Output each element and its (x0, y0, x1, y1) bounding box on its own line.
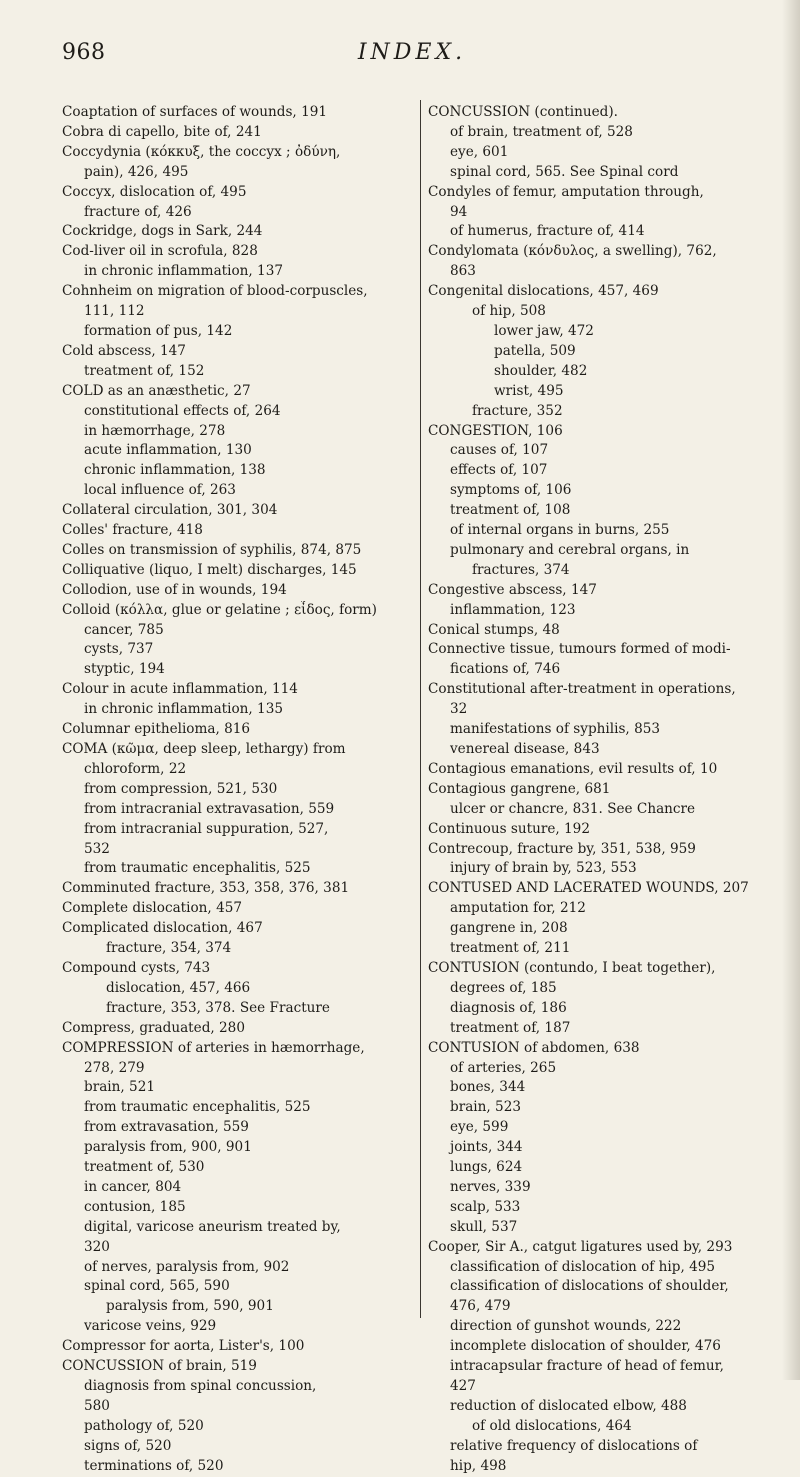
index-subentry: from compression, 521, 530 (84, 780, 278, 797)
index-subentry: from intracranial extravasation, 559 (84, 800, 335, 817)
index-subentry: injury of brain by, 523, 553 (450, 860, 637, 877)
index-subentry: of brain, treatment of, 528 (450, 123, 633, 140)
index-subentry: cancer, 785 (84, 621, 164, 638)
index-subentry: from intracranial suppuration, 527, (84, 820, 329, 837)
index-subentry: 320 (84, 1238, 110, 1255)
index-subentry: fracture, 353, 378. See Fracture (106, 999, 330, 1016)
index-entry: Coccyx, dislocation of, 495 (62, 183, 247, 200)
index-subentry: spinal cord, 565. See Spinal cord (450, 163, 679, 180)
index-entry: Collodion, use of in wounds, 194 (62, 581, 287, 598)
page-edge-shadow (782, 0, 800, 1380)
index-subentry: from traumatic encephalitis, 525 (84, 860, 311, 877)
index-subentry: of old dislocations, 464 (472, 1417, 632, 1434)
index-subentry: venereal disease, 843 (450, 741, 600, 757)
index-entry: CONGESTION, 106 (428, 422, 563, 439)
index-subentry: 476, 479 (450, 1298, 511, 1315)
index-subentry: eye, 599 (450, 1119, 509, 1136)
index-entry: CONTUSION of abdomen, 638 (428, 1039, 640, 1056)
index-subentry: inflammation, 123 (450, 601, 576, 618)
index-subentry: intracapsular fracture of head of femur, (450, 1358, 724, 1375)
index-entry: Colour in acute inflammation, 114 (62, 681, 298, 698)
index-subentry: of humerus, fracture of, 414 (450, 223, 645, 240)
index-subentry: fractures, 374 (472, 561, 570, 578)
index-subentry: diagnosis of, 186 (450, 999, 567, 1016)
index-entry: Compress, graduated, 280 (62, 1019, 245, 1036)
index-subentry: relative frequency of dislocations of (450, 1437, 698, 1454)
index-subentry: classification of dislocation of hip, 495 (450, 1258, 716, 1275)
index-subentry: varicose veins, 929 (84, 1318, 217, 1335)
index-entry: Contagious emanations, evil results of, 10 (428, 760, 718, 777)
index-subentry: degrees of, 185 (450, 979, 557, 996)
index-entry: Continuous suture, 192 (428, 820, 590, 837)
index-subentry: hip, 498 (450, 1457, 507, 1474)
index-subentry: 111, 112 (84, 303, 145, 320)
index-subentry: digital, varicose aneurism treated by, (84, 1218, 341, 1235)
index-subentry: lower jaw, 472 (494, 322, 594, 339)
column-divider (420, 100, 421, 1318)
index-subentry: fracture, 354, 374 (106, 940, 232, 957)
index-entry: Conical stumps, 48 (428, 621, 560, 638)
index-subentry: 94 (450, 203, 468, 220)
index-subentry: joints, 344 (450, 1139, 523, 1156)
index-entry: Contagious gangrene, 681 (428, 780, 611, 797)
index-subentry: 427 (450, 1378, 476, 1394)
index-entry: Compound cysts, 743 (62, 959, 211, 976)
index-subentry: paralysis from, 590, 901 (106, 1298, 274, 1315)
index-subentry: styptic, 194 (84, 661, 165, 678)
index-subentry: pathology of, 520 (84, 1417, 204, 1434)
index-entry: Constitutional after-treatment in operations, (428, 681, 736, 698)
index-entry: Coaptation of surfaces of wounds, 191 (62, 104, 328, 120)
index-subentry: of arteries, 265 (450, 1059, 557, 1076)
index-subentry: terminations of, 520 (84, 1457, 224, 1474)
index-subentry: chronic inflammation, 138 (84, 462, 266, 479)
index-entry: Collateral circulation, 301, 304 (62, 502, 278, 519)
index-subentry: symptoms of, 106 (450, 482, 572, 499)
index-subentry: effects of, 107 (450, 462, 548, 479)
index-subentry: fracture, 352 (472, 402, 563, 419)
index-subentry: pulmonary and cerebral organs, in (450, 541, 690, 558)
index-subentry: in hæmorrhage, 278 (84, 422, 226, 439)
index-entry: Contrecoup, fracture by, 351, 538, 959 (428, 840, 696, 857)
index-subentry: chloroform, 22 (84, 760, 187, 777)
index-subentry: treatment of, 152 (84, 362, 205, 379)
index-entry: Congenital dislocations, 457, 469 (428, 283, 659, 300)
index-subentry: 532 (84, 840, 110, 857)
index-subentry: signs of, 520 (84, 1437, 172, 1454)
index-entry: CONTUSED AND LACERATED WOUNDS, 207 (428, 880, 749, 897)
index-subentry: shoulder, 482 (494, 362, 588, 379)
index-subentry: 32 (450, 701, 468, 718)
index-subentry: contusion, 185 (84, 1198, 186, 1215)
index-entry: Compressor for aorta, Lister's, 100 (62, 1338, 305, 1355)
index-subentry: paralysis from, 900, 901 (84, 1139, 252, 1156)
index-subentry: nerves, 339 (450, 1178, 531, 1195)
index-subentry: direction of gunshot wounds, 222 (450, 1318, 682, 1335)
index-entry: Coccydynia (κόκκυξ, the coccyx ; ὀδύνη, (62, 143, 341, 160)
index-entry: Cockridge, dogs in Sark, 244 (62, 223, 263, 240)
index-subentry: gangrene in, 208 (450, 920, 568, 937)
index-subentry: patella, 509 (494, 342, 576, 359)
index-subentry: treatment of, 530 (84, 1159, 205, 1176)
index-subentry: dislocation, 457, 466 (106, 979, 251, 996)
index-subentry: acute inflammation, 130 (84, 442, 252, 459)
index-subentry: of nerves, paralysis from, 902 (84, 1258, 290, 1275)
index-subentry: 580 (84, 1397, 110, 1414)
index-entry: Cooper, Sir A., catgut ligatures used by, 293 (428, 1238, 733, 1255)
index-subentry: from extravasation, 559 (84, 1119, 249, 1136)
index-entry: COMPRESSION of arteries in hæmorrhage, (62, 1039, 365, 1056)
index-subentry: in cancer, 804 (84, 1178, 182, 1195)
index-entry: Cod-liver oil in scrofula, 828 (62, 243, 258, 260)
page-number: 968 (62, 40, 106, 65)
index-subentry: ulcer or chancre, 831. See Chancre (450, 800, 696, 817)
index-subentry: pain), 426, 495 (84, 163, 189, 180)
index-entry: Colles' fracture, 418 (62, 522, 203, 539)
index-subentry: 278, 279 (84, 1059, 145, 1076)
index-subentry: reduction of dislocated elbow, 488 (450, 1397, 687, 1414)
index-subentry: treatment of, 211 (450, 940, 571, 957)
index-subentry: lungs, 624 (450, 1159, 523, 1176)
index-subentry: causes of, 107 (450, 442, 549, 459)
index-entry: CONCUSSION (continued). (428, 104, 618, 120)
index-subentry: classification of dislocations of shoulder, (450, 1278, 729, 1295)
index-entry: Colloid (κόλλα, glue or gelatine ; εἶδος, form) (62, 601, 377, 618)
index-entry: Condyles of femur, amputation through, (428, 183, 704, 200)
index-subentry: of hip, 508 (472, 303, 546, 320)
index-subentry: scalp, 533 (450, 1198, 521, 1215)
index-subentry: fications of, 746 (450, 661, 561, 678)
index-entry: Cobra di capello, bite of, 241 (62, 123, 262, 140)
index-subentry: brain, 521 (84, 1079, 155, 1096)
index-entry: Cohnheim on migration of blood-corpuscles, (62, 283, 368, 300)
index-subentry: local influence of, 263 (84, 482, 236, 499)
index-subentry: from traumatic encephalitis, 525 (84, 1099, 311, 1116)
index-column-left (62, 103, 407, 1477)
index-subentry: 863 (450, 263, 476, 280)
index-subentry: treatment of, 108 (450, 502, 571, 519)
index-subentry: in chronic inflammation, 135 (84, 701, 284, 718)
index-subentry: constitutional effects of, 264 (84, 402, 281, 419)
index-subentry: formation of pus, 142 (84, 322, 233, 339)
index-column-right (428, 103, 768, 1477)
index-subentry: skull, 537 (450, 1218, 518, 1235)
index-entry: Colliquative (liquo, I melt) discharges, 145 (62, 561, 357, 578)
index-entry: COLD as an anæsthetic, 27 (62, 382, 251, 399)
index-subentry: in chronic inflammation, 137 (84, 263, 284, 280)
index-subentry: manifestations of syphilis, 853 (450, 721, 661, 738)
index-subentry: wrist, 495 (494, 382, 564, 399)
index-entry: CONCUSSION of brain, 519 (62, 1358, 257, 1375)
page-title: INDEX. (357, 40, 467, 65)
index-subentry: cysts, 737 (84, 641, 154, 658)
index-entry: Colles on transmission of syphilis, 874, 875 (62, 541, 362, 558)
index-subentry: brain, 523 (450, 1099, 521, 1116)
index-entry: Complicated dislocation, 467 (62, 920, 263, 937)
page-header (62, 40, 762, 76)
index-subentry: diagnosis from spinal concussion, (84, 1378, 317, 1394)
index-entry: Cold abscess, 147 (62, 342, 186, 359)
index-entry: Connective tissue, tumours formed of modi- (428, 641, 731, 658)
index-subentry: fracture of, 426 (84, 203, 192, 220)
index-subentry: spinal cord, 565, 590 (84, 1278, 230, 1295)
index-entry: Columnar epithelioma, 816 (62, 721, 251, 738)
index-subentry: treatment of, 187 (450, 1019, 571, 1036)
index-subentry: eye, 601 (450, 143, 509, 160)
index-entry: Complete dislocation, 457 (62, 900, 243, 917)
index-subentry: amputation for, 212 (450, 900, 586, 917)
index-entry: Condylomata (κόνδυλος, a swelling), 762, (428, 243, 717, 260)
index-entry: COMA (κῶμα, deep sleep, lethargy) from (62, 741, 346, 757)
index-subentry: incomplete dislocation of shoulder, 476 (450, 1338, 721, 1355)
index-subentry: bones, 344 (450, 1079, 526, 1096)
index-entry: Comminuted fracture, 353, 358, 376, 381 (62, 880, 350, 897)
index-entry: Congestive abscess, 147 (428, 581, 597, 598)
index-subentry: of internal organs in burns, 255 (450, 522, 670, 539)
index-entry: CONTUSION (contundo, I beat together), (428, 959, 716, 976)
